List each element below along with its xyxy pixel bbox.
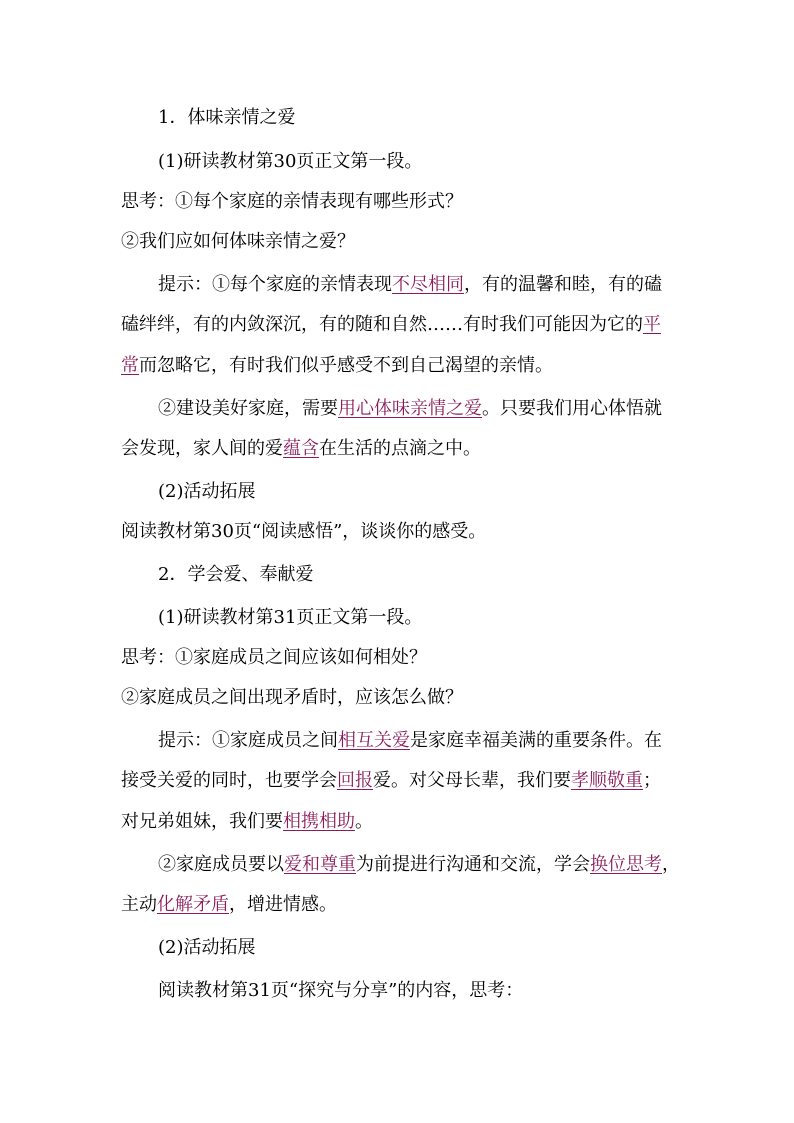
key-term: 爱和尊重 [284,854,356,875]
key-term: 孝顺敬重 [571,770,643,791]
hint-line [158,729,662,753]
text: 在生活的点滴之中。 [319,438,481,459]
hint-line [158,397,662,421]
text: 磕绊绊，有的内敛深沉，有的随和自然……有时我们可能因为它的 [121,314,643,335]
hint-line [121,893,337,917]
text: 主动 [121,894,157,915]
text: (1)研读教材第31页正文第一段。 [158,607,423,628]
text: 而忽略它，有时我们似乎感受不到自己渴望的亲情。 [139,355,553,376]
key-term: 常 [121,355,139,376]
text: ，有的温馨和睦，有的磕 [464,274,662,295]
key-term: 换位思考 [590,854,662,875]
key-term: 回报 [337,770,373,791]
question-line [121,686,463,710]
text: 思考：①家庭成员之间应该如何相处？ [121,647,427,668]
heading-section-2 [158,563,313,587]
hint-line [121,769,661,793]
text: 是家庭幸福美满的重要条件。在 [410,730,662,751]
key-term: 化解矛盾 [157,894,229,915]
subheading-activity [158,480,256,504]
key-term: 平 [643,314,661,335]
text: 。 [355,811,373,832]
text: 1．体味亲情之爱 [158,107,296,128]
key-term: 蕴含 [283,438,319,459]
hint-line [121,437,481,461]
key-term: 相互关爱 [338,730,410,751]
question-line [121,190,463,214]
activity-line [158,979,523,1003]
text: ，增进情感。 [229,894,337,915]
text: ②家庭成员要以 [158,854,284,875]
text: ②我们应如何体味亲情之爱？ [121,231,355,252]
text: 阅读教材第30页“阅读感悟”，谈谈你的感受。 [121,521,487,542]
text: 提示：①家庭成员之间 [158,730,338,751]
subheading-study-p30 [158,150,422,174]
text: ②建设美好家庭，需要 [158,398,338,419]
text: (1)研读教材第30页正文第一段。 [158,151,423,172]
text: 对兄弟姐妹，我们要 [121,811,283,832]
text: (2)活动拓展 [158,937,256,958]
text: 为前提进行沟通和交流，学会 [356,854,590,875]
text: (2)活动拓展 [158,481,256,502]
question-line [121,646,427,670]
hint-line [158,853,680,877]
hint-line [121,354,553,378]
hint-line [158,273,662,297]
question-line [121,230,355,254]
hint-line [121,313,661,337]
text: 思考：①每个家庭的亲情表现有哪些形式？ [121,191,463,212]
subheading-activity [158,936,256,960]
text: 。只要我们用心体悟就 [482,398,662,419]
heading-section-1 [158,106,295,130]
text: 阅读教材第31页“探究与分享”的内容，思考： [158,980,524,1001]
activity-line [121,520,486,544]
text: ②家庭成员之间出现矛盾时，应该怎么做？ [121,687,463,708]
text: 提示：①每个家庭的亲情表现 [158,274,392,295]
text: 2．学会爱、奉献爱 [158,564,314,585]
subheading-study-p31 [158,606,422,630]
text: 会发现，家人间的爱 [121,438,283,459]
key-term: 不尽相同 [392,274,464,295]
key-term: 用心体味亲情之爱 [338,398,482,419]
text: ， [662,854,680,875]
text: 爱。对父母长辈，我们要 [373,770,571,791]
key-term: 相携相助 [283,811,355,832]
text: ； [643,770,661,791]
hint-line [121,810,373,834]
text: 接受关爱的同时，也要学会 [121,770,337,791]
